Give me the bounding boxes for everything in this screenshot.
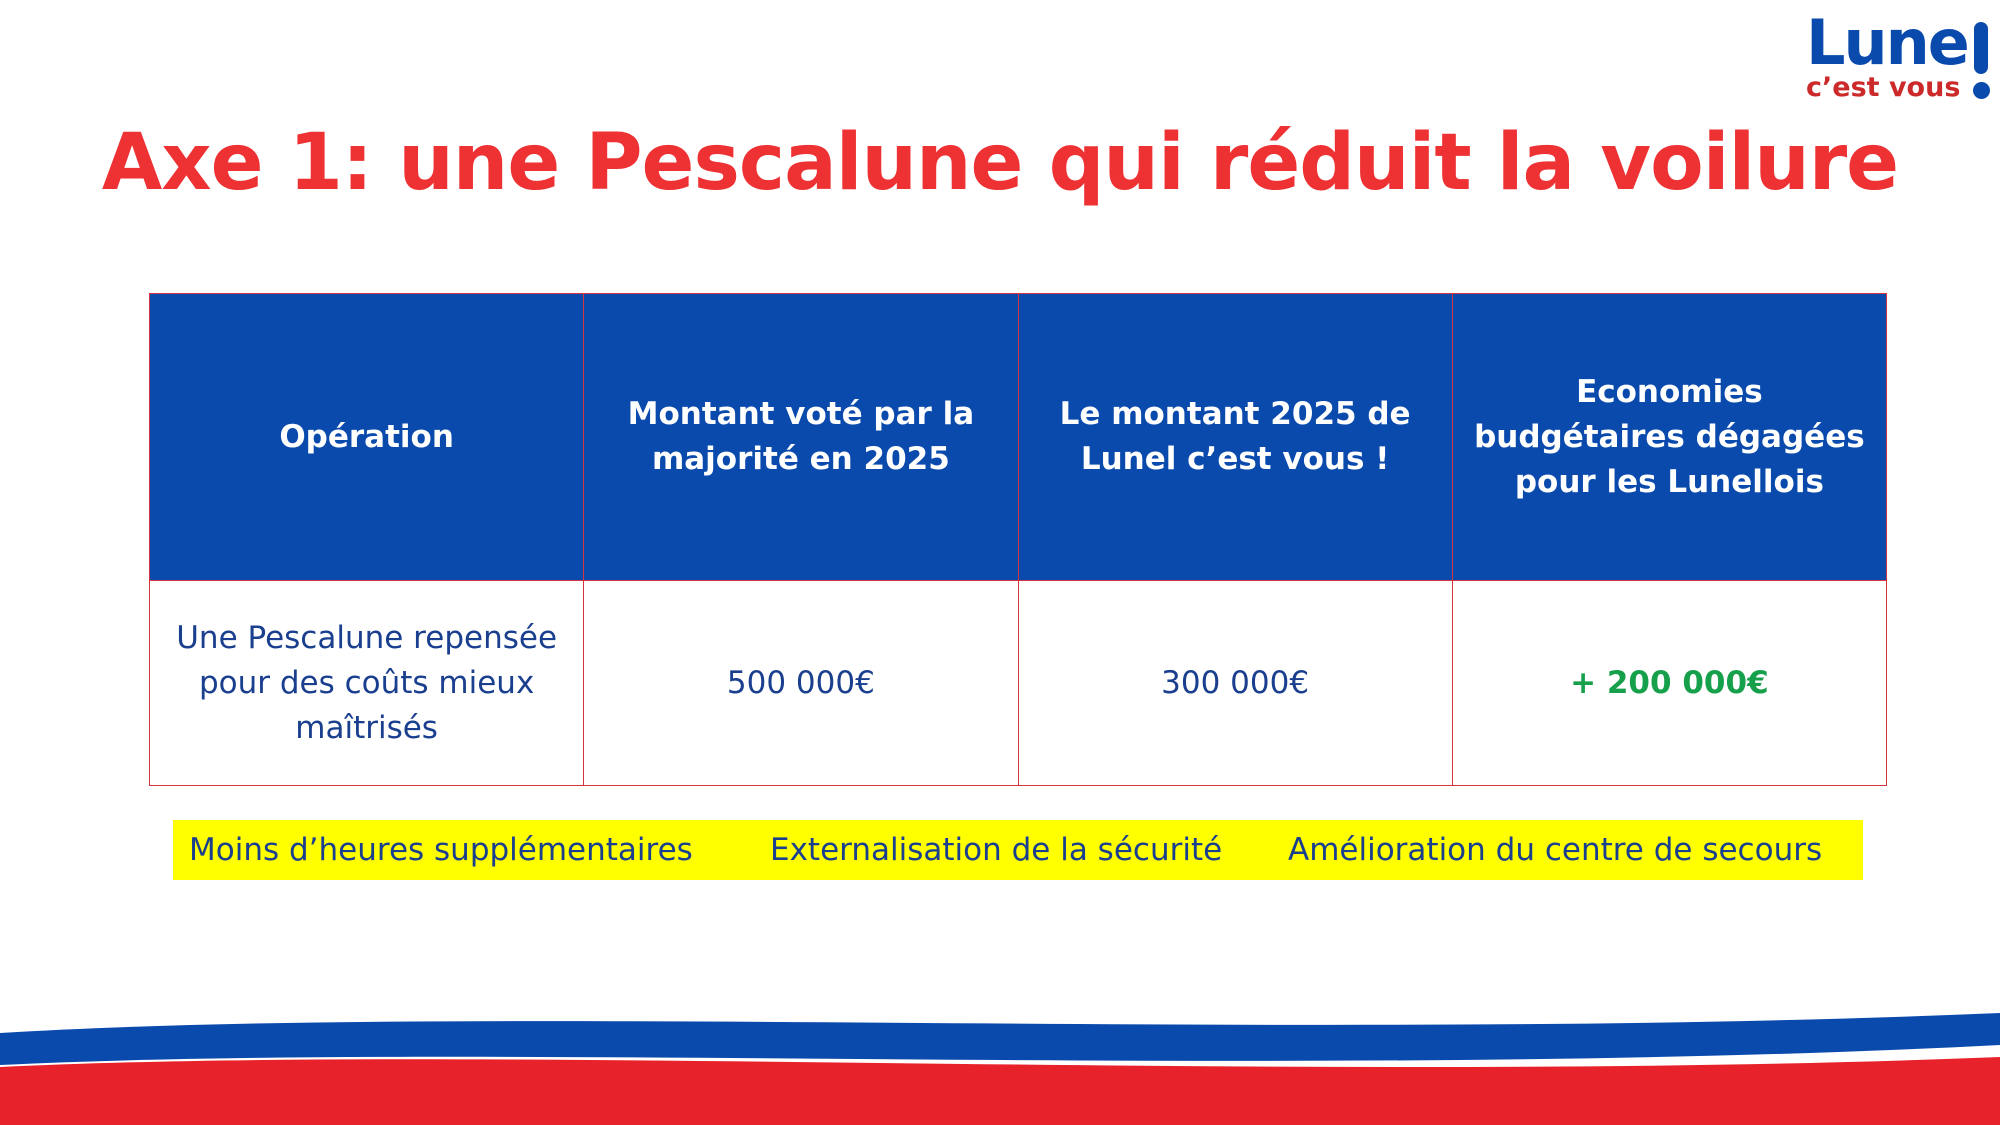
header-economies: Economies budgétaires dégagées pour les Lunellois [1452, 294, 1886, 581]
table-row [150, 581, 1887, 786]
highlight-heures-sup: Moins d’heures supplémentaires [189, 832, 693, 868]
logo-word: Lune [1806, 6, 1968, 79]
logo-exclamation-dot-icon [1973, 82, 1990, 99]
cell-montant-vote: 500 000€ [584, 581, 1018, 786]
slide-title: Axe 1: une Pescalune qui réduit la voilure [101, 118, 1899, 208]
header-operation: Opération [150, 294, 584, 581]
cell-montant-lunel: 300 000€ [1018, 581, 1452, 786]
table-header-row [150, 294, 1887, 581]
logo-exclamation-icon [1974, 22, 1988, 74]
header-montant-lunel: Le montant 2025 de Lunel c’est vous ! [1018, 294, 1452, 581]
highlight-band [173, 820, 1863, 880]
wave-blue-band [0, 1013, 2000, 1065]
lunel-logo [1800, 6, 1990, 108]
budget-table [149, 293, 1887, 786]
cell-operation: Une Pescalune repensée pour des coûts mieux maîtrisés [150, 581, 584, 786]
highlight-securite: Externalisation de la sécurité [770, 832, 1223, 868]
header-montant-vote: Montant voté par la majorité en 2025 [584, 294, 1018, 581]
highlight-centre-secours: Amélioration du centre de secours [1288, 832, 1823, 868]
cell-economies: + 200 000€ [1452, 581, 1886, 786]
wave-red-band [0, 1057, 2000, 1125]
logo-tagline: c’est vous [1806, 72, 1961, 103]
tricolor-wave-decoration [0, 985, 2000, 1125]
